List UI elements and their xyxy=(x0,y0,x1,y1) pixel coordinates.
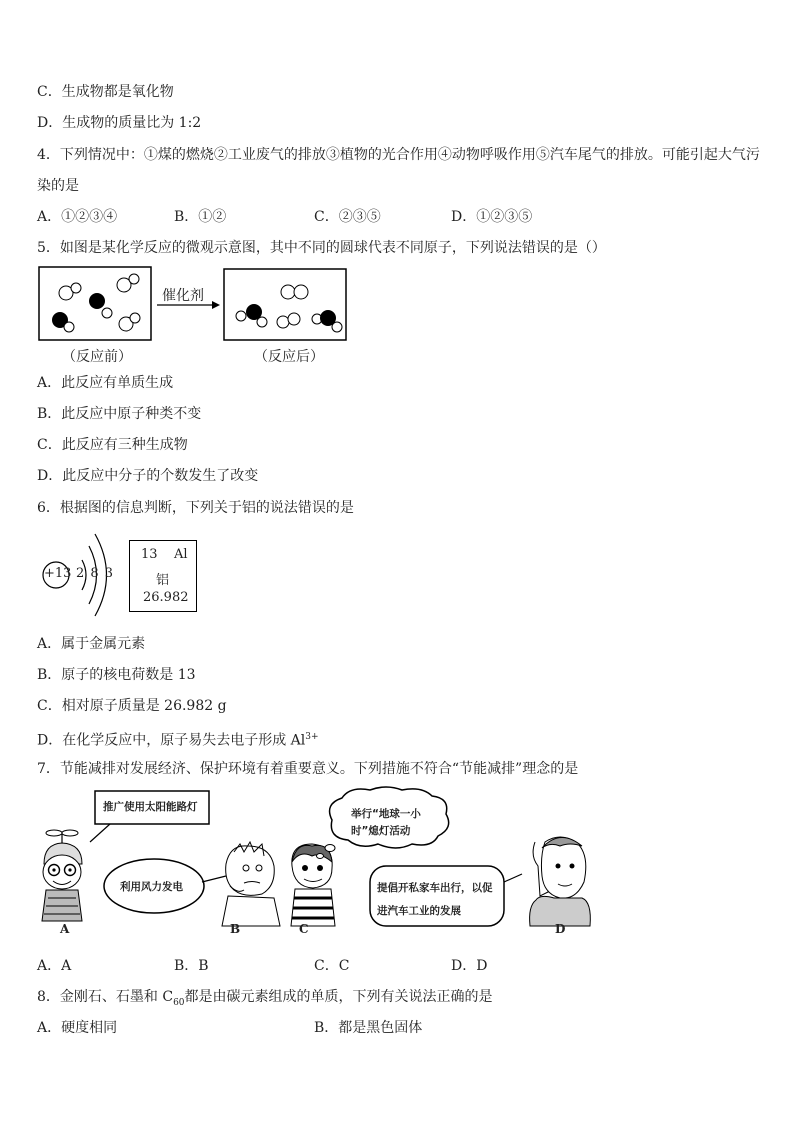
white-atom xyxy=(71,283,81,293)
q8-stem xyxy=(37,987,493,1013)
q8-stem-prefix: 8．金刚石、石墨和 C xyxy=(37,989,174,1005)
label-d: D xyxy=(555,922,566,936)
character-a xyxy=(42,830,82,921)
element-name: 铝 xyxy=(156,573,170,588)
bubble-earth-text-2: 时”熄灯活动 xyxy=(351,825,411,837)
q3-option-c: C．生成物都是氧化物 xyxy=(37,84,174,100)
element-mass: 26.982 xyxy=(143,590,189,605)
q4-option-c: C．②③⑤ xyxy=(314,209,381,225)
thought-dot xyxy=(325,845,335,852)
reaction-diagram xyxy=(38,266,358,346)
bubble-pointer xyxy=(504,874,522,882)
label-a: A xyxy=(60,922,70,936)
arrow-head xyxy=(212,301,220,309)
q5-option-b: B．此反应中原子种类不变 xyxy=(37,406,202,422)
q6-option-c: C．相对原子质量是 26.982 g xyxy=(37,698,227,714)
q6-option-d xyxy=(37,727,319,751)
character-b xyxy=(222,842,280,926)
q7-option-c: C．C xyxy=(314,958,350,974)
thought-dot xyxy=(317,854,324,859)
element-symbol: Al xyxy=(174,547,188,562)
q4-stem-line2: 染的是 xyxy=(37,178,79,194)
white-atom xyxy=(236,311,246,321)
white-atom xyxy=(102,308,112,318)
q7-option-d: D．D xyxy=(451,958,488,974)
character-c xyxy=(291,844,335,926)
bubble-car-text-1: 提倡开私家车出行，以促 xyxy=(377,882,493,894)
q4-option-a: A．①②③④ xyxy=(37,209,118,225)
q8-stem-suffix: 都是由碳元素组成的单质，下列有关说法正确的是 xyxy=(184,989,493,1005)
element-number: 13 xyxy=(141,547,158,562)
electron-config: 2 8 3 xyxy=(76,566,114,581)
q6-stem: 6．根据图的信息判断，下列关于铝的说法错误的是 xyxy=(37,500,354,516)
before-caption: （反应前） xyxy=(62,349,132,365)
q6-option-b: B．原子的核电荷数是 13 xyxy=(37,667,196,683)
q7-option-a: A．A xyxy=(37,958,72,974)
white-atom xyxy=(281,285,295,299)
q8-option-a: A．硬度相同 xyxy=(37,1020,118,1036)
bubble-wind-text: 利用风力发电 xyxy=(120,881,183,893)
element-card xyxy=(129,540,197,612)
white-atom xyxy=(294,285,308,299)
bubble-pointer xyxy=(202,876,226,882)
white-atom xyxy=(332,322,342,332)
white-atom xyxy=(129,274,139,284)
label-b: B xyxy=(230,922,241,936)
after-caption: （反应后） xyxy=(254,349,324,365)
white-atom xyxy=(288,313,300,325)
q4-option-b: B．①② xyxy=(174,209,227,225)
white-atom xyxy=(130,313,140,323)
label-c: C xyxy=(299,922,309,936)
q6-option-d-text: D．在化学反应中，原子易失去电子形成 Al xyxy=(37,732,306,749)
q5-option-a: A．此反应有单质生成 xyxy=(37,375,174,391)
nucleus-charge: +13 xyxy=(44,566,72,581)
white-atom xyxy=(64,322,74,332)
white-atom xyxy=(277,316,289,328)
bubble-earth-text-1: 举行“地球一小 xyxy=(351,808,421,820)
al-charge: 3+ xyxy=(305,732,319,742)
q5-option-c: C．此反应有三种生成物 xyxy=(37,437,188,453)
after-box xyxy=(224,269,346,340)
q8-option-b: B．都是黑色固体 xyxy=(314,1020,423,1036)
catalyst-label: 催化剂 xyxy=(162,288,204,304)
q7-option-b: B．B xyxy=(174,958,209,974)
q5-option-d: D．此反应中分子的个数发生了改变 xyxy=(37,468,259,484)
q4-stem-line1: 4．下列情况中：①煤的燃烧②工业废气的排放③植物的光合作用④动物呼吸作用⑤汽车尾气的排放。可能引起大气污 xyxy=(37,147,760,163)
q3-option-d: D．生成物的质量比为 1:2 xyxy=(37,115,202,131)
q6-option-a: A．属于金属元素 xyxy=(37,636,146,652)
c60-subscript: 60 xyxy=(173,997,185,1008)
bubble-pointer xyxy=(90,824,110,842)
bubble-car-text-2: 进汽车工业的发展 xyxy=(377,905,461,917)
q4-option-d: D．①②③⑤ xyxy=(451,209,533,225)
character-d xyxy=(530,837,591,926)
black-atom xyxy=(89,293,105,309)
q7-stem: 7．节能减排对发展经济、保护环境有着重要意义。下列措施不符合“节能减排”理念的是 xyxy=(37,761,579,777)
q5-stem: 5．如图是某化学反应的微观示意图，其中不同的圆球代表不同原子，下列说法错误的是（） xyxy=(37,240,606,256)
white-atom xyxy=(257,317,267,327)
bubble-solar-text: 推广使用太阳能路灯 xyxy=(103,801,198,813)
